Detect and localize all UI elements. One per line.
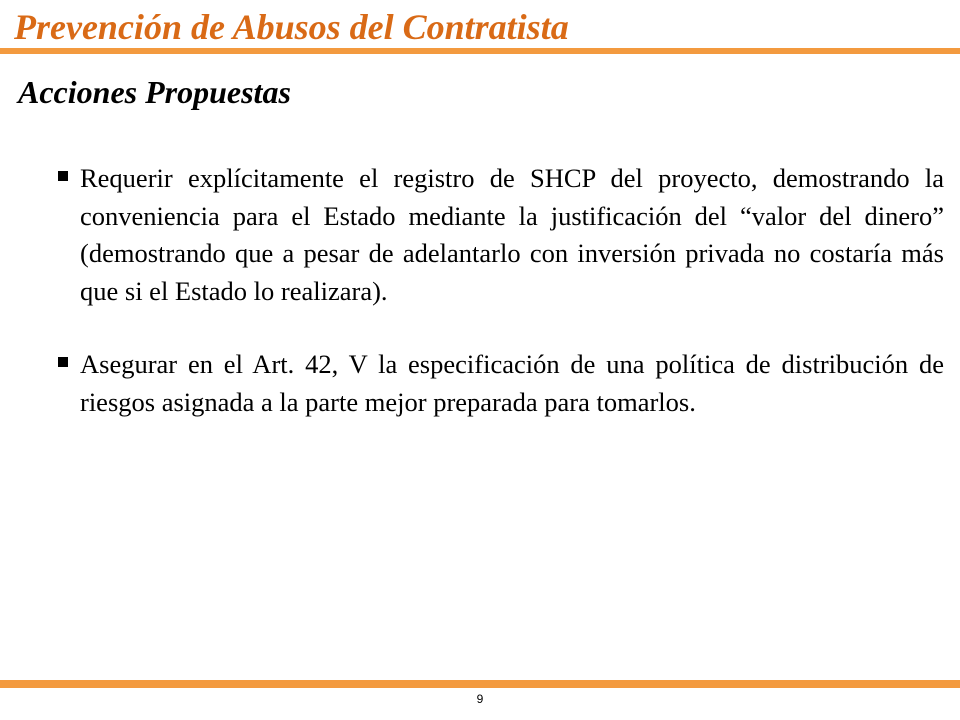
slide-title: Prevención de Abusos del Contratista: [14, 7, 569, 47]
square-bullet-icon: [58, 357, 68, 367]
square-bullet-icon: [58, 171, 68, 181]
slide-subtitle: Acciones Propuestas: [18, 74, 291, 110]
bottom-divider: [0, 680, 960, 688]
bullet-text: Asegurar en el Art. 42, V la especificación de una política de distribución de riesgos asignada a la parte mejor preparada para tomarlos.: [80, 349, 944, 417]
bullet-text: Requerir explícitamente el registro de SHCP del proyecto, demostrando la conveniencia para el Estado mediante la justificación del “valor del dinero” (demostrando que a pesar de adelantarlo con inversión privada no costaría más que si el Estado lo realizara).: [80, 163, 944, 306]
bullet-list: [58, 160, 944, 421]
top-divider: [0, 48, 960, 54]
page-number: 9: [476, 692, 484, 706]
bullet-item: [58, 346, 944, 421]
bullet-item: [58, 160, 944, 310]
